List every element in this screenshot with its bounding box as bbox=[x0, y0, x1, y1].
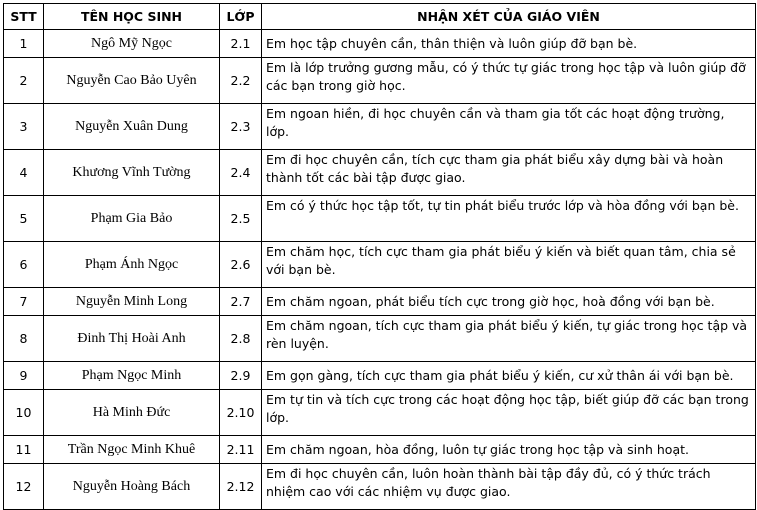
row-comment: Em tự tin và tích cực trong các hoạt động học tập, biết giúp đỡ các bạn trong lớp. bbox=[262, 390, 756, 436]
row-class: 2.11 bbox=[220, 436, 262, 464]
row-class: 2.6 bbox=[220, 242, 262, 288]
table-row bbox=[4, 30, 756, 58]
row-comment: Em chăm ngoan, hòa đồng, luôn tự giác trong học tập và sinh hoạt. bbox=[262, 436, 756, 464]
row-stt: 10 bbox=[4, 390, 44, 436]
table-row bbox=[4, 58, 756, 104]
table-row bbox=[4, 316, 756, 362]
row-comment: Em chăm ngoan, tích cực tham gia phát biểu ý kiến, tự giác trong học tập và rèn luyện. bbox=[262, 316, 756, 362]
header-student-name: TÊN HỌC SINH bbox=[44, 4, 220, 30]
row-class: 2.12 bbox=[220, 464, 262, 510]
row-student-name: Phạm Ngọc Minh bbox=[44, 362, 220, 390]
row-comment: Em học tập chuyên cần, thân thiện và luôn giúp đỡ bạn bè. bbox=[262, 30, 756, 58]
row-stt: 5 bbox=[4, 196, 44, 242]
row-stt: 11 bbox=[4, 436, 44, 464]
table-row bbox=[4, 104, 756, 150]
row-class: 2.10 bbox=[220, 390, 262, 436]
table-row bbox=[4, 362, 756, 390]
row-student-name: Đinh Thị Hoài Anh bbox=[44, 316, 220, 362]
row-stt: 12 bbox=[4, 464, 44, 510]
row-student-name: Ngô Mỹ Ngọc bbox=[44, 30, 220, 58]
row-student-name: Nguyễn Minh Long bbox=[44, 288, 220, 316]
table-row bbox=[4, 196, 756, 242]
row-student-name: Nguyễn Cao Bảo Uyên bbox=[44, 58, 220, 104]
row-class: 2.1 bbox=[220, 30, 262, 58]
table-row bbox=[4, 390, 756, 436]
row-stt: 6 bbox=[4, 242, 44, 288]
row-class: 2.3 bbox=[220, 104, 262, 150]
row-student-name: Hà Minh Đức bbox=[44, 390, 220, 436]
table-row bbox=[4, 288, 756, 316]
row-comment: Em là lớp trưởng gương mẫu, có ý thức tự giác trong học tập và luôn giúp đỡ các bạn trong giờ học. bbox=[262, 58, 756, 104]
row-class: 2.5 bbox=[220, 196, 262, 242]
row-class: 2.2 bbox=[220, 58, 262, 104]
row-stt: 1 bbox=[4, 30, 44, 58]
header-class: LỚP bbox=[220, 4, 262, 30]
row-stt: 8 bbox=[4, 316, 44, 362]
row-stt: 2 bbox=[4, 58, 44, 104]
row-student-name: Khương Vĩnh Tường bbox=[44, 150, 220, 196]
row-comment: Em gọn gàng, tích cực tham gia phát biểu ý kiến, cư xử thân ái với bạn bè. bbox=[262, 362, 756, 390]
header-teacher-comment: NHẬN XÉT CỦA GIÁO VIÊN bbox=[262, 4, 756, 30]
row-comment: Em có ý thức học tập tốt, tự tin phát biểu trước lớp và hòa đồng với bạn bè. bbox=[262, 196, 756, 242]
row-class: 2.8 bbox=[220, 316, 262, 362]
student-comments-table bbox=[3, 3, 756, 510]
row-student-name: Trần Ngọc Minh Khuê bbox=[44, 436, 220, 464]
row-class: 2.7 bbox=[220, 288, 262, 316]
row-stt: 3 bbox=[4, 104, 44, 150]
row-stt: 9 bbox=[4, 362, 44, 390]
row-class: 2.9 bbox=[220, 362, 262, 390]
row-comment: Em chăm học, tích cực tham gia phát biểu ý kiến và biết quan tâm, chia sẻ với bạn bè. bbox=[262, 242, 756, 288]
header-stt: STT bbox=[4, 4, 44, 30]
row-student-name: Nguyễn Hoàng Bách bbox=[44, 464, 220, 510]
row-stt: 7 bbox=[4, 288, 44, 316]
row-student-name: Phạm Ánh Ngọc bbox=[44, 242, 220, 288]
row-comment: Em đi học chuyên cần, tích cực tham gia phát biểu xây dựng bài và hoàn thành tốt các bài tập được giao. bbox=[262, 150, 756, 196]
row-class: 2.4 bbox=[220, 150, 262, 196]
table-row bbox=[4, 242, 756, 288]
table-row bbox=[4, 464, 756, 510]
row-comment: Em đi học chuyên cần, luôn hoàn thành bài tập đầy đủ, có ý thức trách nhiệm cao với các nhiệm vụ được giao. bbox=[262, 464, 756, 510]
table-header-row bbox=[4, 4, 756, 30]
row-student-name: Phạm Gia Bảo bbox=[44, 196, 220, 242]
row-comment: Em ngoan hiền, đi học chuyên cần và tham gia tốt các hoạt động trường, lớp. bbox=[262, 104, 756, 150]
row-stt: 4 bbox=[4, 150, 44, 196]
row-comment: Em chăm ngoan, phát biểu tích cực trong giờ học, hoà đồng với bạn bè. bbox=[262, 288, 756, 316]
table-row bbox=[4, 150, 756, 196]
row-student-name: Nguyễn Xuân Dung bbox=[44, 104, 220, 150]
table-row bbox=[4, 436, 756, 464]
